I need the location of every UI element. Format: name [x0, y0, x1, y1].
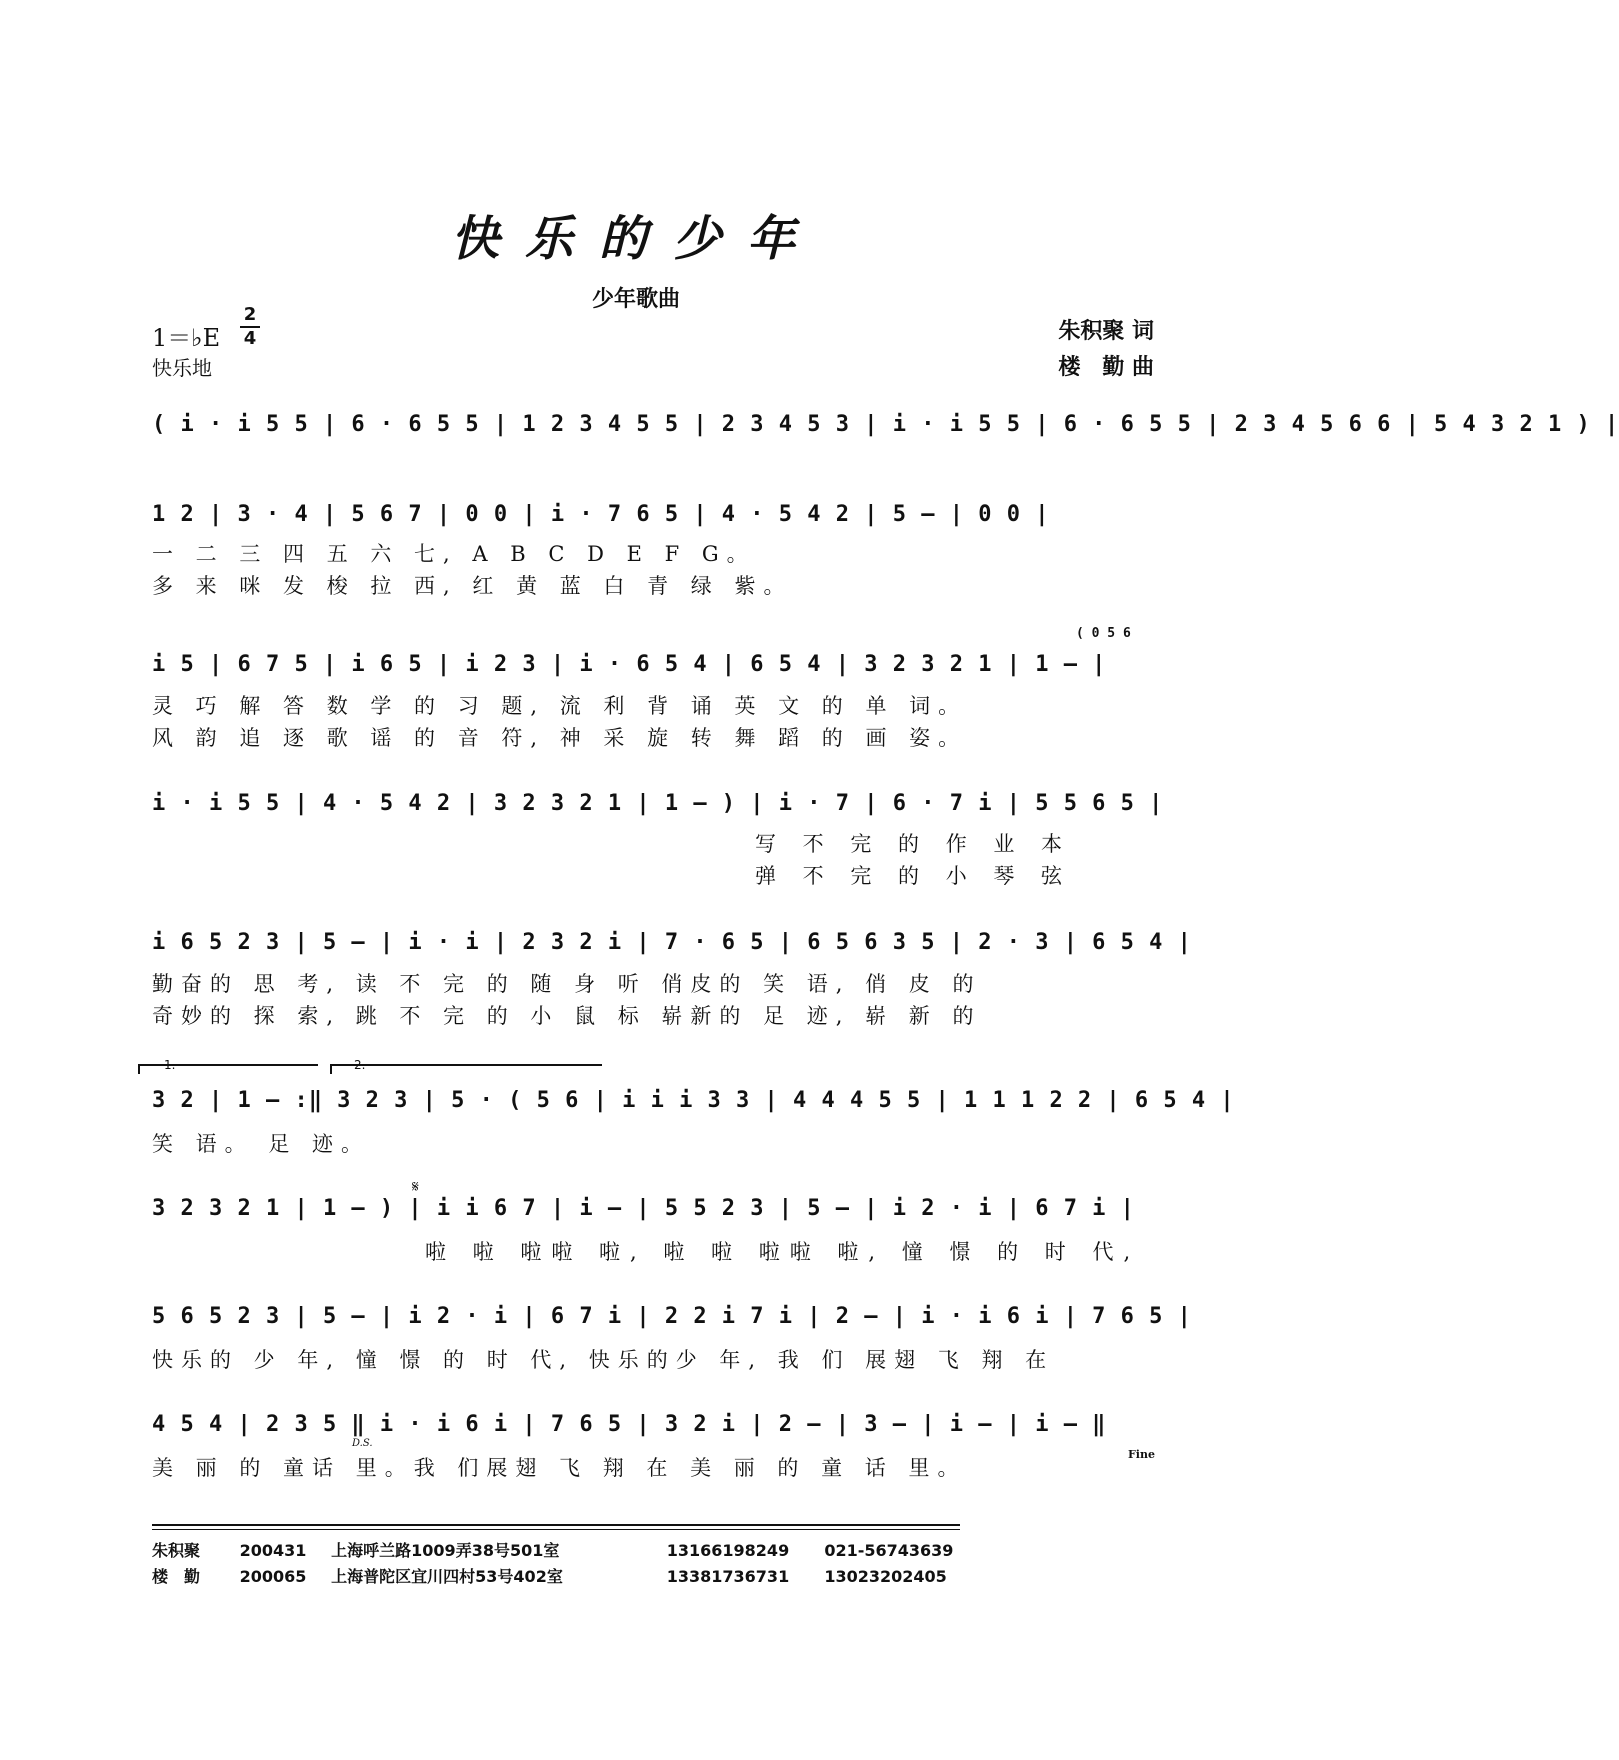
- lyric-line: 笑 语。 足 迹。: [152, 1132, 371, 1156]
- second-ending-label: 2.: [354, 1058, 366, 1072]
- song-subtitle: 少年歌曲: [591, 287, 680, 312]
- score-system-5: i 6 5 2 3 | 5 – | i · i | 2 3 2 i | 7 · 6 5 | 6 5 6 3 5 | 2 · 3 | 6 5 4 |: [152, 930, 1192, 955]
- score-system-6: 3 2 | 1 – :‖ 3 2 3 | 5 · ( 5 6 | i i i 3 3 | 4 4 4 5 5 | 1 1 1 2 2 | 6 5 4 |: [152, 1088, 1235, 1113]
- contact-address: 上海呼兰路1009弄38号501室: [331, 1541, 560, 1560]
- score-system-3: i 5 | 6 7 5 | i 6 5 | i 2 3 | i · 6 5 4 | 6 5 4 | 3 2 3 2 1 | 1 – |: [152, 652, 1107, 677]
- lyric-line: 一 二 三 四 五 六 七, A B C D E F G。: [152, 542, 756, 566]
- lyric-line: 弹 不 完 的 小 琴 弦: [755, 864, 1073, 888]
- contact-name: 楼 勤: [152, 1567, 201, 1586]
- contact-phone: 13023202405: [824, 1567, 947, 1586]
- score-system-1: ( i · i 5 5 | 6 · 6 5 5 | 1 2 3 4 5 5 | 2 3 4 5 3 | i · i 5 5 | 6 · 6 5 5 | 2 3 4 5 6 6 | 5 4 3 2 1 ) |: [152, 412, 1619, 437]
- lyric-line: 灵 巧 解 答 数 学 的 习 题, 流 利 背 诵 英 文 的 单 词。: [152, 694, 968, 718]
- footer-rule: [152, 1529, 960, 1530]
- contact-name: 朱积聚: [152, 1541, 201, 1560]
- time-signature-top: 2: [243, 304, 257, 325]
- key-signature: 1＝♭E: [152, 324, 221, 352]
- contact-phone: 021-56743639: [824, 1541, 954, 1560]
- contact-address: 上海普陀区宜川四村53号402室: [331, 1567, 563, 1586]
- contact-zip: 200065: [239, 1567, 307, 1586]
- tempo-marking: 快乐地: [152, 356, 212, 380]
- lyric-line: 写 不 完 的 作 业 本: [755, 832, 1073, 856]
- composer-credit: 楼 勤 曲: [1058, 355, 1154, 380]
- score-system-2: 1 2 | 3 · 4 | 5 6 7 | 0 0 | i · 7 6 5 | 4 · 5 4 2 | 5 – | 0 0 |: [152, 502, 1050, 527]
- footer-rule: [152, 1524, 960, 1526]
- score-system-8: 5 6 5 2 3 | 5 – | i 2 · i | 6 7 i | 2 2 i 7 i | 2 – | i · i 6 i | 7 6 5 |: [152, 1304, 1192, 1329]
- first-ending-label: 1.: [164, 1058, 176, 1072]
- contact-mobile: 13381736731: [666, 1567, 790, 1586]
- lyricist-credit: 朱积聚 词: [1058, 319, 1154, 344]
- second-ending-bracket: [330, 1064, 602, 1074]
- song-title: 快乐的少年: [450, 211, 821, 267]
- segno-sign: 𝄋: [412, 1177, 419, 1196]
- lyric-line: 啦 啦 啦啦 啦, 啦 啦 啦啦 啦, 憧 憬 的 时 代,: [425, 1240, 1141, 1264]
- lyric-line: 奇妙的 探 索, 跳 不 完 的 小 鼠 标 崭新的 足 迹, 崭 新 的: [152, 1004, 982, 1028]
- lyric-line: 美 丽 的 童话 里。我 们展翅 飞 翔 在 美 丽 的 童 话 里。: [152, 1456, 967, 1480]
- lyric-line: 快乐的 少 年, 憧 憬 的 时 代, 快乐的少 年, 我 们 展翅 飞 翔 在: [152, 1348, 1055, 1372]
- score-system-7: 3 2 3 2 1 | 1 – ) | i i 6 7 | i – | 5 5 2 3 | 5 – | i 2 · i | 6 7 i |: [152, 1196, 1135, 1221]
- dal-segno-marking: D.S.: [352, 1438, 373, 1449]
- contact-zip: 200431: [239, 1541, 307, 1560]
- score-system-9: 4 5 4 | 2 3 5 ‖ i · i 6 i | 7 6 5 | 3 2 i | 2 – | 3 – | i – | i – ‖: [152, 1412, 1107, 1437]
- score-system-4: i · i 5 5 | 4 · 5 4 2 | 3 2 3 2 1 | 1 – ) | i · 7 | 6 · 7 i | 5 5 6 5 |: [152, 791, 1164, 816]
- lyric-line: 风 韵 追 逐 歌 谣 的 音 符, 神 采 旋 转 舞 蹈 的 画 姿。: [152, 726, 968, 750]
- pickup-notes: ( 0 5 6: [1076, 626, 1131, 641]
- lyric-line: 勤奋的 思 考, 读 不 完 的 随 身 听 俏皮的 笑 语, 俏 皮 的: [152, 972, 982, 996]
- contact-row: [152, 1538, 953, 1561]
- fine-marking: Fine: [1128, 1448, 1155, 1461]
- time-signature-bottom: 4: [243, 328, 257, 349]
- lyric-line: 多 来 咪 发 梭 拉 西, 红 黄 蓝 白 青 绿 紫。: [152, 574, 793, 598]
- contact-row: [152, 1564, 947, 1587]
- time-signature: [240, 306, 260, 348]
- contact-mobile: 13166198249: [666, 1541, 790, 1560]
